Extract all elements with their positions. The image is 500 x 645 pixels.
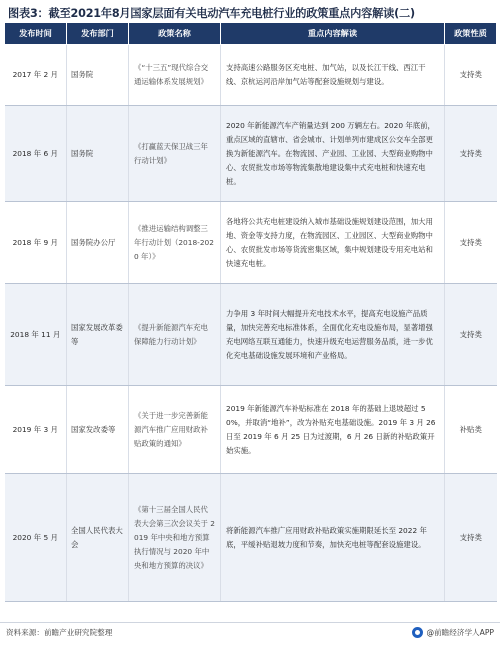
table-row bbox=[5, 386, 497, 474]
cell-dept: 国务院办公厅 bbox=[67, 202, 129, 284]
cell-policy: 《第十三届全国人民代表大会第三次会议关于 2019 年中央和地方预算执行情况与 2020 年中央和地方预算的决议》 bbox=[129, 474, 221, 602]
cell-nature: 支持类 bbox=[445, 284, 497, 386]
header-nature: 政策性质 bbox=[445, 23, 497, 45]
cell-dept: 国家发展改革委等 bbox=[67, 284, 129, 386]
cell-nature: 支持类 bbox=[445, 45, 497, 106]
brand-credit bbox=[412, 627, 494, 638]
cell-dept: 国务院 bbox=[67, 45, 129, 106]
cell-content: 支持高速公路服务区充电桩、加气站，以及长江干线、西江干线、京杭运河沿岸加气站等配套设施规划与建设。 bbox=[221, 45, 445, 106]
cell-dept: 国务院 bbox=[67, 106, 129, 202]
cell-content: 2019 年新能源汽车补贴标准在 2018 年的基础上退坡超过 50%，并取消“地补”，改为补贴充电基础设施。2019 年 3 月 26 日至 2019 年 6 月 25 日为过渡期，6 月 26 日新的补贴政策开始实施。 bbox=[221, 386, 445, 474]
table-body bbox=[5, 45, 497, 602]
table-row bbox=[5, 45, 497, 106]
cell-nature: 支持类 bbox=[445, 474, 497, 602]
brand-logo-icon bbox=[412, 627, 423, 638]
header-content: 重点内容解读 bbox=[221, 23, 445, 45]
table-header bbox=[5, 23, 497, 45]
header-dept: 发布部门 bbox=[67, 23, 129, 45]
cell-date: 2018 年 11 月 bbox=[5, 284, 67, 386]
cell-nature: 支持类 bbox=[445, 106, 497, 202]
cell-policy: 《推进运输结构调整三年行动计划（2018-2020 年）》 bbox=[129, 202, 221, 284]
policy-table bbox=[4, 22, 497, 602]
table-row bbox=[5, 474, 497, 602]
cell-date: 2018 年 9 月 bbox=[5, 202, 67, 284]
footer bbox=[0, 622, 500, 645]
cell-content: 2020 年新能源汽车产销量达到 200 万辆左右。2020 年底前，重点区域的直辖市、省会城市、计划单列市建成区公交车全部更换为新能源汽车。在物流园、产业园、工业园、大型商业购物中心、农贸批发市场等物流集散地建设集中式充电桩和快速充电桩。 bbox=[221, 106, 445, 202]
cell-content: 力争用 3 年时间大幅提升充电技术水平，提高充电设施产品质量，加快完善充电标准体系，全面优化充电设施布局，显著增强充电网络互联互通能力，快速升级充电运营服务品质，进一步优化充电基础设施发展环境和产业格局。 bbox=[221, 284, 445, 386]
cell-content: 将新能源汽车推广应用财政补贴政策实施期限延长至 2022 年底，平缓补贴退坡力度和节奏，加快充电桩等配套设施建设。 bbox=[221, 474, 445, 602]
cell-dept: 全国人民代表大会 bbox=[67, 474, 129, 602]
cell-policy: 《关于进一步完善新能源汽车推广应用财政补贴政策的通知》 bbox=[129, 386, 221, 474]
cell-policy: 《打赢蓝天保卫战三年行动计划》 bbox=[129, 106, 221, 202]
cell-date: 2019 年 3 月 bbox=[5, 386, 67, 474]
cell-dept: 国家发改委等 bbox=[67, 386, 129, 474]
source-note: 资料来源：前瞻产业研究院整理 bbox=[6, 628, 113, 637]
table-row bbox=[5, 284, 497, 386]
cell-content: 各地将公共充电桩建设纳入城市基础设施规划建设范围，加大用地、资金等支持力度，在物流园区、工业园区、大型商业购物中心、农贸批发市场等货流密集区域，集中规划建设专用充电站和快速充电桩。 bbox=[221, 202, 445, 284]
cell-policy: 《“十三五”现代综合交通运输体系发展规划》 bbox=[129, 45, 221, 106]
table-row bbox=[5, 202, 497, 284]
cell-date: 2018 年 6 月 bbox=[5, 106, 67, 202]
header-policy: 政策名称 bbox=[129, 23, 221, 45]
header-date: 发布时间 bbox=[5, 23, 67, 45]
cell-policy: 《提升新能源汽车充电保障能力行动计划》 bbox=[129, 284, 221, 386]
brand-label: @前瞻经济学人APP bbox=[426, 628, 494, 637]
cell-nature: 支持类 bbox=[445, 202, 497, 284]
header-row bbox=[5, 23, 497, 45]
cell-nature: 补贴类 bbox=[445, 386, 497, 474]
cell-date: 2020 年 5 月 bbox=[5, 474, 67, 602]
page-title: 图表3：截至2021年8月国家层面有关电动汽车充电桩行业的政策重点内容解读(二) bbox=[8, 7, 415, 20]
table-row bbox=[5, 106, 497, 202]
cell-date: 2017 年 2 月 bbox=[5, 45, 67, 106]
